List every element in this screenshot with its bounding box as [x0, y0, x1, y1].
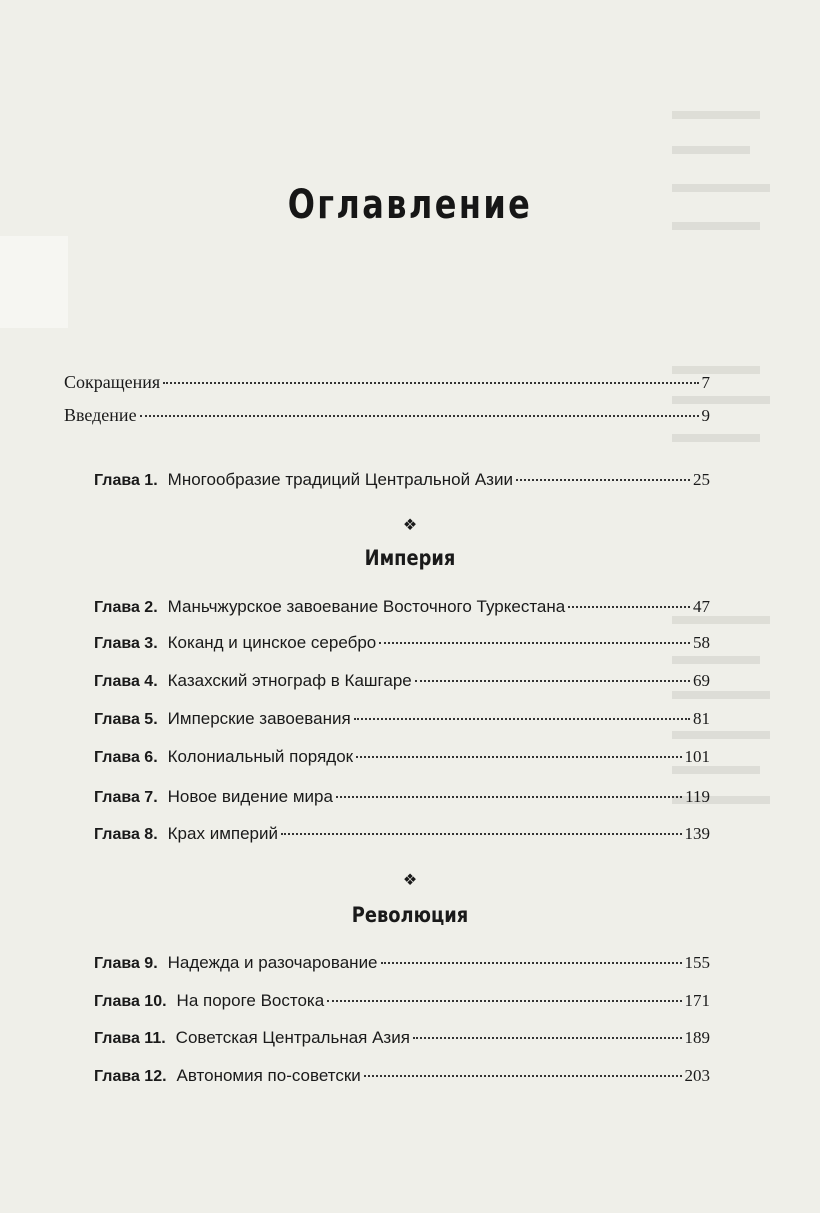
toc-page-number: 25	[693, 470, 710, 489]
toc-page-number: 7	[701, 373, 710, 392]
toc-page-number: 119	[685, 787, 710, 806]
chapter-title: Колониальный порядок	[167, 747, 354, 766]
toc-entry-chapter-2[interactable]	[94, 596, 710, 619]
dot-leader	[379, 642, 690, 644]
chapter-title: Надежда и разочарование	[167, 953, 378, 972]
chapter-title: Маньчжурское завоевание Восточного Туркестана	[167, 597, 566, 616]
chapter-number: Глава 9.	[94, 955, 158, 972]
section-heading-empire: Империя	[364, 546, 456, 570]
toc-entry-chapter-12[interactable]	[94, 1065, 710, 1088]
toc-entry-chapter-11[interactable]	[94, 1027, 710, 1050]
dot-leader	[415, 680, 690, 682]
toc-entry-introduction[interactable]	[64, 404, 710, 427]
toc-entry-chapter-1[interactable]	[94, 469, 710, 492]
chapter-title: На пороге Востока	[176, 991, 325, 1010]
chapter-title: Новое видение мира	[167, 787, 333, 806]
dot-leader	[354, 718, 690, 720]
chapter-number: Глава 11.	[94, 1030, 166, 1047]
dot-leader	[568, 606, 690, 608]
chapter-number: Глава 4.	[94, 673, 158, 690]
toc-entry-chapter-8[interactable]	[94, 823, 710, 846]
dot-leader	[163, 382, 698, 384]
chapter-number: Глава 7.	[94, 789, 158, 806]
chapter-number: Глава 5.	[94, 711, 158, 728]
toc-entry-chapter-7[interactable]	[94, 786, 710, 809]
chapter-title: Имперские завоевания	[167, 709, 351, 728]
toc-entry-label: Сокращения	[64, 372, 161, 392]
dot-leader	[381, 962, 682, 964]
chapter-number: Глава 1.	[94, 472, 158, 489]
chapter-number: Глава 2.	[94, 599, 158, 616]
chapter-title: Многообразие традиций Центральной Азии	[167, 470, 513, 489]
dot-leader	[140, 415, 699, 417]
toc-page-number: 58	[693, 633, 710, 652]
chapter-title: Коканд и цинское серебро	[167, 633, 377, 652]
chapter-title: Казахский этнограф в Кашгаре	[167, 671, 412, 690]
chapter-title: Автономия по-советски	[176, 1066, 361, 1085]
section-heading-revolution: Революция	[351, 903, 469, 927]
chapter-number: Глава 8.	[94, 826, 158, 843]
chapter-title: Советская Центральная Азия	[175, 1028, 410, 1047]
ornament-icon: ❖	[402, 517, 418, 534]
chapter-number: Глава 10.	[94, 993, 167, 1010]
toc-entry-chapter-3[interactable]	[94, 632, 710, 655]
toc-entry-chapter-4[interactable]	[94, 670, 710, 693]
dot-leader	[336, 796, 682, 798]
dot-leader	[516, 479, 690, 481]
dot-leader	[327, 1000, 681, 1002]
toc-page-number: 81	[693, 709, 710, 728]
toc-entry-label: Введение	[64, 405, 137, 425]
chapter-title: Крах империй	[167, 824, 278, 843]
toc-page-number: 9	[701, 406, 710, 425]
toc-entry-chapter-10[interactable]	[94, 990, 710, 1013]
toc-entry-chapter-9[interactable]	[94, 952, 710, 975]
chapter-number: Глава 12.	[94, 1068, 167, 1085]
dot-leader	[356, 756, 681, 758]
toc-page-number: 189	[684, 1028, 710, 1047]
dot-leader	[413, 1037, 682, 1039]
dot-leader	[281, 833, 682, 835]
toc-page-number: 47	[693, 597, 710, 616]
toc-page-number: 139	[684, 824, 710, 843]
toc-entry-abbreviations[interactable]	[64, 371, 710, 394]
toc-page-number: 101	[684, 747, 710, 766]
toc-entry-chapter-6[interactable]	[94, 746, 710, 769]
chapter-number: Глава 6.	[94, 749, 158, 766]
ornament-icon: ❖	[402, 872, 418, 889]
toc-page-number: 155	[684, 953, 710, 972]
dot-leader	[364, 1075, 682, 1077]
page-title: Оглавление	[287, 182, 533, 228]
toc-page-number: 69	[693, 671, 710, 690]
toc-page-number: 171	[684, 991, 710, 1010]
toc-entry-chapter-5[interactable]	[94, 708, 710, 731]
chapter-number: Глава 3.	[94, 635, 158, 652]
toc-page-number: 203	[684, 1066, 710, 1085]
